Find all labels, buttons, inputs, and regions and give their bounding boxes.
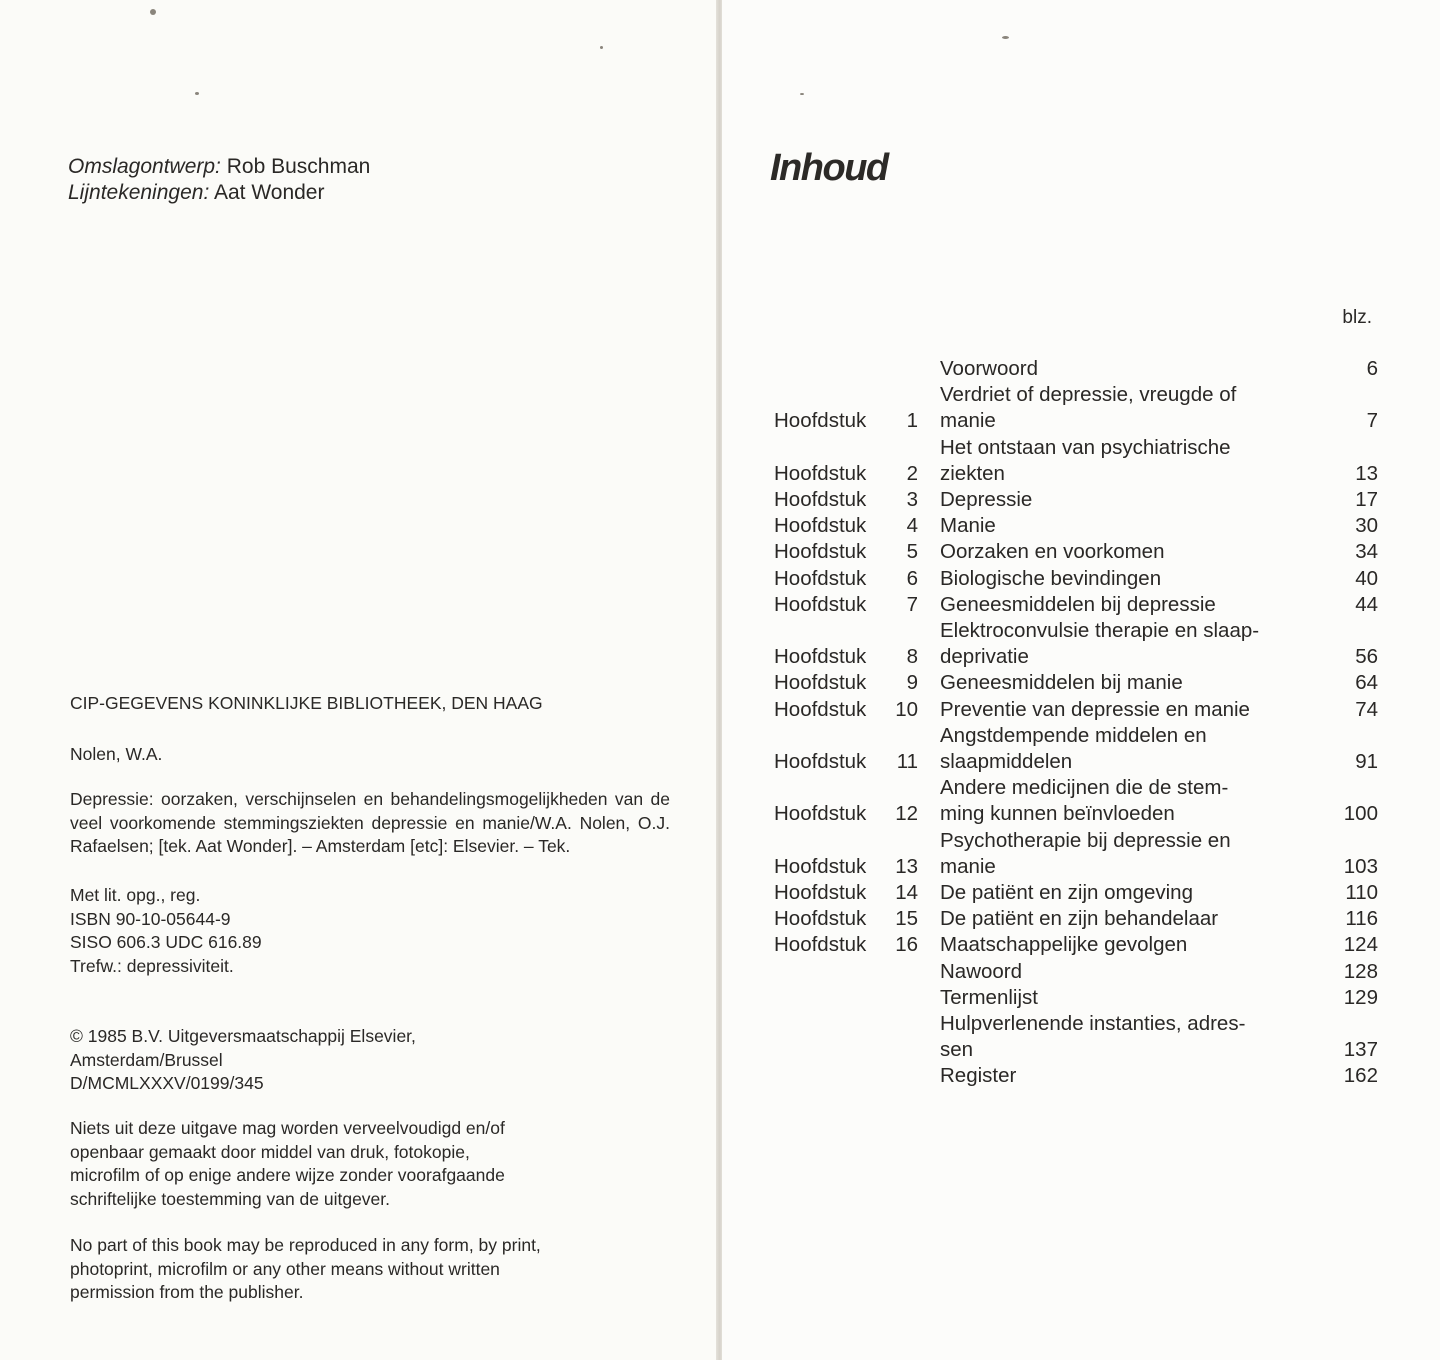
toc-entry — [774, 382, 1378, 434]
toc-entry-title — [940, 1063, 1328, 1089]
toc-title: Inhoud — [770, 147, 888, 189]
toc-page-number: 124 — [1343, 933, 1378, 957]
toc-title-line: ziekten — [940, 461, 1005, 485]
toc-title-line: Biologische bevindingen — [940, 566, 1162, 590]
toc-page-number: 162 — [1343, 1064, 1378, 1088]
toc-page-number: 34 — [1355, 540, 1378, 564]
credit-line — [68, 154, 668, 180]
toc-title-line: De patiënt en zijn omgeving — [940, 881, 1193, 905]
toc-chapter-label: Hoofdstuk — [774, 750, 867, 774]
toc-page-number: 56 — [1355, 645, 1378, 669]
toc-chapter-number: 9 — [906, 671, 918, 695]
credit-role: Omslagontwerp: — [68, 155, 221, 178]
copyright-line: © 1985 B.V. Uitgeversmaatschappij Elsevier, — [70, 1026, 416, 1046]
cip-meta-line: ISBN 90-10-05644-9 — [70, 908, 231, 929]
toc-entry-title — [940, 723, 1328, 775]
toc-chapter-label: Hoofdstuk — [774, 488, 867, 512]
toc-entry-title — [940, 775, 1328, 827]
toc-entry-title — [940, 539, 1328, 565]
toc-title-line: sen — [940, 1038, 974, 1062]
toc-title-line: manie — [940, 409, 996, 433]
toc-chapter-label: Hoofdstuk — [774, 566, 867, 590]
print-speck — [600, 46, 603, 49]
toc-title-line: Depressie — [940, 488, 1033, 512]
copyright-notice — [70, 1025, 670, 1096]
toc-entry — [774, 775, 1378, 827]
legal-notice-english — [70, 1234, 670, 1305]
toc-entry-title — [940, 435, 1328, 487]
copyright-line: Amsterdam/Brussel — [70, 1049, 223, 1070]
toc-chapter-number: 1 — [906, 409, 918, 433]
toc-entry-title — [940, 697, 1328, 723]
toc-title-line: Andere medicijnen die de stem- — [940, 776, 1229, 800]
toc-title-line: Voorwoord — [940, 357, 1039, 380]
toc-entry — [774, 697, 1378, 723]
toc-chapter-number: 6 — [906, 566, 918, 590]
legal-line: permission from the publisher. — [70, 1282, 304, 1303]
toc-chapter-number: 13 — [895, 854, 918, 878]
toc-entry — [774, 592, 1378, 618]
toc-chapter-number: 8 — [906, 645, 918, 669]
toc-page-number: 110 — [1345, 881, 1378, 905]
toc-page-number: 64 — [1355, 671, 1378, 695]
toc-title-line: manie — [940, 854, 996, 878]
print-speck — [150, 9, 156, 15]
toc-entry — [774, 513, 1378, 539]
page-column-header: blz. — [1342, 307, 1372, 328]
toc-page-number: 116 — [1345, 907, 1378, 931]
toc-title-line: Elektroconvulsie therapie en slaap- — [940, 619, 1260, 643]
toc-chapter-number: 14 — [895, 881, 918, 905]
toc-title-line: ming kunnen beïnvloeden — [940, 802, 1175, 826]
toc-entry — [774, 487, 1378, 513]
toc-entry — [774, 985, 1378, 1011]
legal-line: No part of this book may be reproduced in any form, by print, — [70, 1235, 541, 1255]
toc-chapter-label: Hoofdstuk — [774, 540, 867, 564]
toc-entry-title — [940, 906, 1328, 932]
toc-page-number: 129 — [1343, 985, 1378, 1009]
toc-entry-title — [940, 382, 1328, 434]
toc-entry — [774, 723, 1378, 775]
credits — [68, 154, 668, 206]
toc-chapter-label: Hoofdstuk — [774, 802, 867, 826]
toc-chapter-label: Hoofdstuk — [774, 409, 867, 433]
toc-chapter-number: 3 — [906, 488, 918, 512]
credit-name: Rob Buschman — [226, 155, 371, 178]
toc-page-number: 137 — [1343, 1038, 1378, 1062]
toc-page-number: 103 — [1343, 854, 1378, 878]
legal-notice-dutch — [70, 1117, 670, 1211]
toc-entry — [774, 1063, 1378, 1089]
toc-entry — [774, 618, 1378, 670]
toc-entry-title — [940, 932, 1328, 958]
left-page — [0, 0, 718, 1360]
toc-entry — [774, 566, 1378, 592]
toc-page-number: 91 — [1355, 750, 1378, 774]
toc-title-line: De patiënt en zijn behandelaar — [940, 907, 1219, 931]
cip-description: Depressie: oorzaken, verschijnselen en behandelingsmogelijkheden van de veel voorkomende stemmingsziekten depressie en manie/W.A. Nolen, O.J. Rafaelsen; [tek. Aat Wonder]. – Amsterdam [etc]: Elsevier. – Tek. — [70, 789, 670, 857]
toc-entry — [774, 906, 1378, 932]
toc-chapter-number: 4 — [906, 514, 918, 538]
toc-entry-title — [940, 880, 1328, 906]
legal-line: Niets uit deze uitgave mag worden verveelvoudigd en/of — [70, 1118, 505, 1138]
print-speck — [1002, 36, 1009, 39]
cip-meta-line: SISO 606.3 UDC 616.89 — [70, 932, 262, 953]
toc-title-line: Geneesmiddelen bij depressie — [940, 592, 1216, 616]
toc-entry-title — [940, 959, 1328, 985]
toc-chapter-label: Hoofdstuk — [774, 645, 867, 669]
toc-chapter-number: 5 — [906, 540, 918, 564]
toc-chapter-number: 11 — [896, 750, 918, 774]
toc-chapter-number: 2 — [906, 461, 918, 485]
legal-line: microfilm of op enige andere wijze zonder voorafgaande — [70, 1165, 505, 1186]
toc-chapter-number: 7 — [906, 592, 918, 616]
legal-line: schriftelijke toestemming van de uitgever. — [70, 1188, 391, 1209]
toc-chapter-label: Hoofdstuk — [774, 933, 867, 957]
toc-entry-title — [940, 487, 1328, 513]
toc-title-line: slaapmiddelen — [940, 750, 1073, 774]
toc-entry-title — [940, 670, 1328, 696]
toc-entry-title — [940, 356, 1328, 382]
toc-chapter-number: 15 — [895, 907, 918, 931]
table-of-contents — [774, 356, 1378, 1090]
cip-meta-line: Trefw.: depressiviteit. — [70, 955, 234, 976]
toc-entry-title — [940, 566, 1328, 592]
cip-author: Nolen, W.A. — [70, 744, 163, 764]
toc-title-line: Hulpverlenende instanties, adres- — [940, 1012, 1246, 1036]
toc-chapter-number: 12 — [895, 802, 918, 826]
toc-entry-title — [940, 513, 1328, 539]
toc-chapter-label: Hoofdstuk — [774, 907, 867, 931]
toc-title-line: Maatschappelijke gevolgen — [940, 933, 1188, 957]
toc-title-line: Manie — [940, 514, 996, 538]
toc-entry — [774, 356, 1378, 382]
toc-page-number: 74 — [1355, 697, 1378, 721]
toc-chapter-label: Hoofdstuk — [774, 592, 867, 616]
toc-entry — [774, 1011, 1378, 1063]
toc-page-number: 30 — [1355, 514, 1378, 538]
toc-chapter-label: Hoofdstuk — [774, 697, 867, 721]
toc-chapter-label: Hoofdstuk — [774, 854, 867, 878]
toc-entry-title — [940, 618, 1328, 670]
toc-title-line: Psychotherapie bij depressie en — [940, 828, 1231, 852]
toc-title-line: Het ontstaan van psychiatrische — [940, 435, 1231, 459]
toc-entry-title — [940, 985, 1328, 1011]
toc-page-number: 128 — [1343, 959, 1378, 983]
toc-title-line: Oorzaken en voorkomen — [940, 540, 1165, 564]
credit-name: Aat Wonder — [213, 181, 325, 204]
toc-chapter-label: Hoofdstuk — [774, 881, 867, 905]
toc-entry — [774, 880, 1378, 906]
print-speck — [800, 93, 804, 95]
toc-title-line: Register — [940, 1064, 1017, 1088]
cip-meta — [70, 884, 670, 978]
toc-entry-title — [940, 828, 1328, 880]
toc-entry — [774, 959, 1378, 985]
toc-entry-title — [940, 592, 1328, 618]
toc-entry — [774, 932, 1378, 958]
toc-chapter-number: 10 — [895, 697, 918, 721]
toc-chapter-number: 16 — [895, 933, 918, 957]
toc-title-line: Termenlijst — [940, 985, 1038, 1009]
cip-meta-line: Met lit. opg., reg. — [70, 885, 201, 905]
toc-page-number: 44 — [1355, 592, 1378, 616]
toc-title-line: deprivatie — [940, 645, 1029, 669]
toc-page-number: 6 — [1366, 357, 1378, 380]
toc-title-line: Preventie van depressie en manie — [940, 697, 1250, 721]
toc-page-number: 13 — [1355, 461, 1378, 485]
toc-chapter-label: Hoofdstuk — [774, 671, 867, 695]
legal-line: openbaar gemaakt door middel van druk, fotokopie, — [70, 1141, 470, 1162]
toc-entry-title — [940, 1011, 1328, 1063]
toc-title-line: Angstdempende middelen en — [940, 723, 1207, 747]
toc-entry — [774, 828, 1378, 880]
toc-page-number: 40 — [1355, 566, 1378, 590]
toc-entry — [774, 539, 1378, 565]
credit-role: Lijntekeningen: — [68, 181, 210, 204]
legal-line: photoprint, microfilm or any other means without written — [70, 1258, 500, 1279]
toc-entry — [774, 670, 1378, 696]
toc-page-number: 7 — [1366, 409, 1378, 433]
print-speck — [195, 92, 199, 95]
toc-title-line: Nawoord — [940, 959, 1023, 983]
toc-title-line: Geneesmiddelen bij manie — [940, 671, 1183, 695]
toc-title-line: Verdriet of depressie, vreugde of — [940, 383, 1237, 407]
toc-chapter-label: Hoofdstuk — [774, 461, 867, 485]
toc-entry — [774, 435, 1378, 487]
credit-line — [68, 180, 668, 206]
toc-chapter-label: Hoofdstuk — [774, 514, 867, 538]
toc-page-number: 17 — [1355, 488, 1378, 512]
toc-page-number: 100 — [1343, 802, 1378, 826]
cip-heading: CIP-GEGEVENS KONINKLIJKE BIBLIOTHEEK, DEN HAAG — [70, 693, 543, 713]
copyright-line: D/MCMLXXXV/0199/345 — [70, 1073, 264, 1094]
